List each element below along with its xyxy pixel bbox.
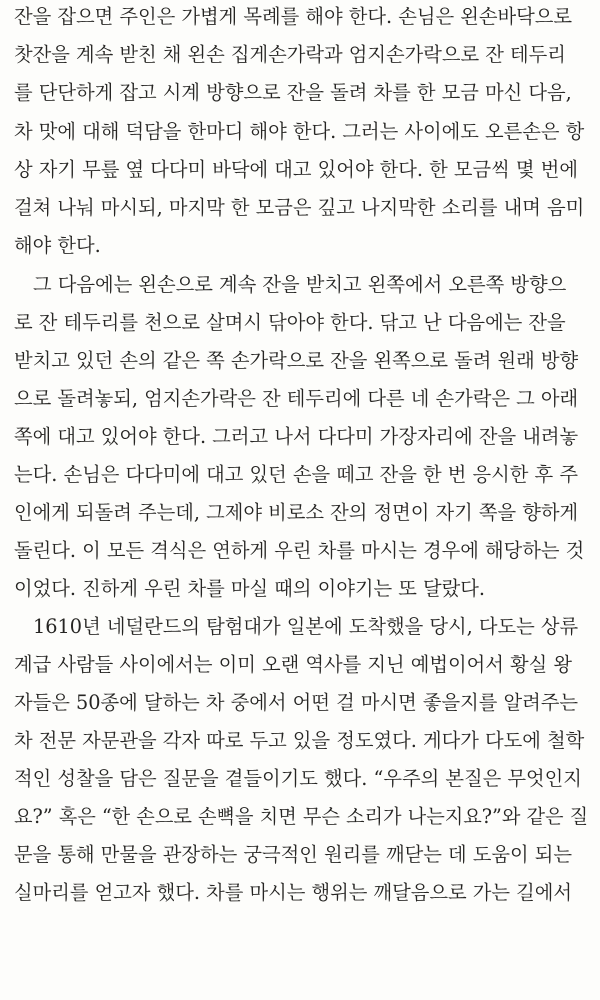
text-line: 1610년 네덜란드의 탐험대가 일본에 도착했을 당시, 다도는 상류 xyxy=(33,615,579,638)
text-line: 차 전문 자문관을 각자 따로 두고 있을 정도였다. 게다가 다도에 철학 xyxy=(14,729,585,752)
text-line: 쪽에 대고 있어야 한다. 그러고 나서 다다미 가장자리에 잔을 내려놓 xyxy=(14,425,579,448)
text-line: 로 잔 테두리를 천으로 살며시 닦아야 한다. 닦고 난 다음에는 잔을 xyxy=(14,311,566,334)
text-line: 이었다. 진하게 우린 차를 마실 때의 이야기는 또 달랐다. xyxy=(14,577,486,600)
text-line: 자들은 50종에 달하는 차 중에서 어떤 걸 마시면 좋을지를 알려주는 xyxy=(14,691,578,714)
text-line: 해야 한다. xyxy=(14,234,101,257)
text-line: 걸쳐 나눠 마시되, 마지막 한 모금은 깊고 나지막한 소리를 내며 음미 xyxy=(14,196,585,219)
text-line: 차 맛에 대해 덕담을 한마디 해야 한다. 그러는 사이에도 오른손은 항 xyxy=(14,120,585,143)
text-line: 찻잔을 계속 받친 채 왼손 집게손가락과 엄지손가락으로 잔 테두리 xyxy=(14,43,566,66)
text-line: 계급 사람들 사이에서는 이미 오랜 역사를 지닌 예법이어서 황실 왕 xyxy=(14,653,573,676)
text-line: 상 자기 무릎 옆 다다미 바닥에 대고 있어야 한다. 한 모금씩 몇 번에 xyxy=(14,158,578,181)
text-line: 는다. 손님은 다다미에 대고 있던 손을 떼고 잔을 한 번 응시한 후 주 xyxy=(14,463,578,486)
text-line: 받치고 있던 손의 같은 쪽 손가락으로 잔을 왼쪽으로 돌려 원래 방향 xyxy=(14,349,579,372)
text-line: 그 다음에는 왼손으로 계속 잔을 받치고 왼쪽에서 오른쪽 방향으 xyxy=(33,273,567,296)
text-line: 를 단단하게 잡고 시계 방향으로 잔을 돌려 차를 한 모금 마신 다음, xyxy=(14,81,572,104)
text-line: 문을 통해 만물을 관장하는 궁극적인 원리를 깨닫는 데 도움이 되는 xyxy=(14,843,573,866)
text-line: 잔을 잡으면 주인은 가볍게 목례를 해야 한다. 손님은 왼손바닥으로 xyxy=(14,5,573,28)
text-line: 인에게 되돌려 주는데, 그제야 비로소 잔의 정면이 자기 쪽을 향하게 xyxy=(14,501,579,524)
text-line: 돌린다. 이 모든 격식은 연하게 우린 차를 마시는 경우에 해당하는 것 xyxy=(14,539,585,562)
text-line: 실마리를 얻고자 했다. 차를 마시는 행위는 깨달음으로 가는 길에서 xyxy=(14,881,573,904)
text-line: 요?” 혹은 “한 손으로 손뼉을 치면 무슨 소리가 나는지요?”와 같은 질 xyxy=(14,805,589,828)
text-line: 적인 성찰을 담은 질문을 곁들이기도 했다. “우주의 본질은 무엇인지 xyxy=(14,767,582,790)
text-line: 으로 돌려놓되, 엄지손가락은 잔 테두리에 다른 네 손가락은 그 아래 xyxy=(14,387,579,410)
